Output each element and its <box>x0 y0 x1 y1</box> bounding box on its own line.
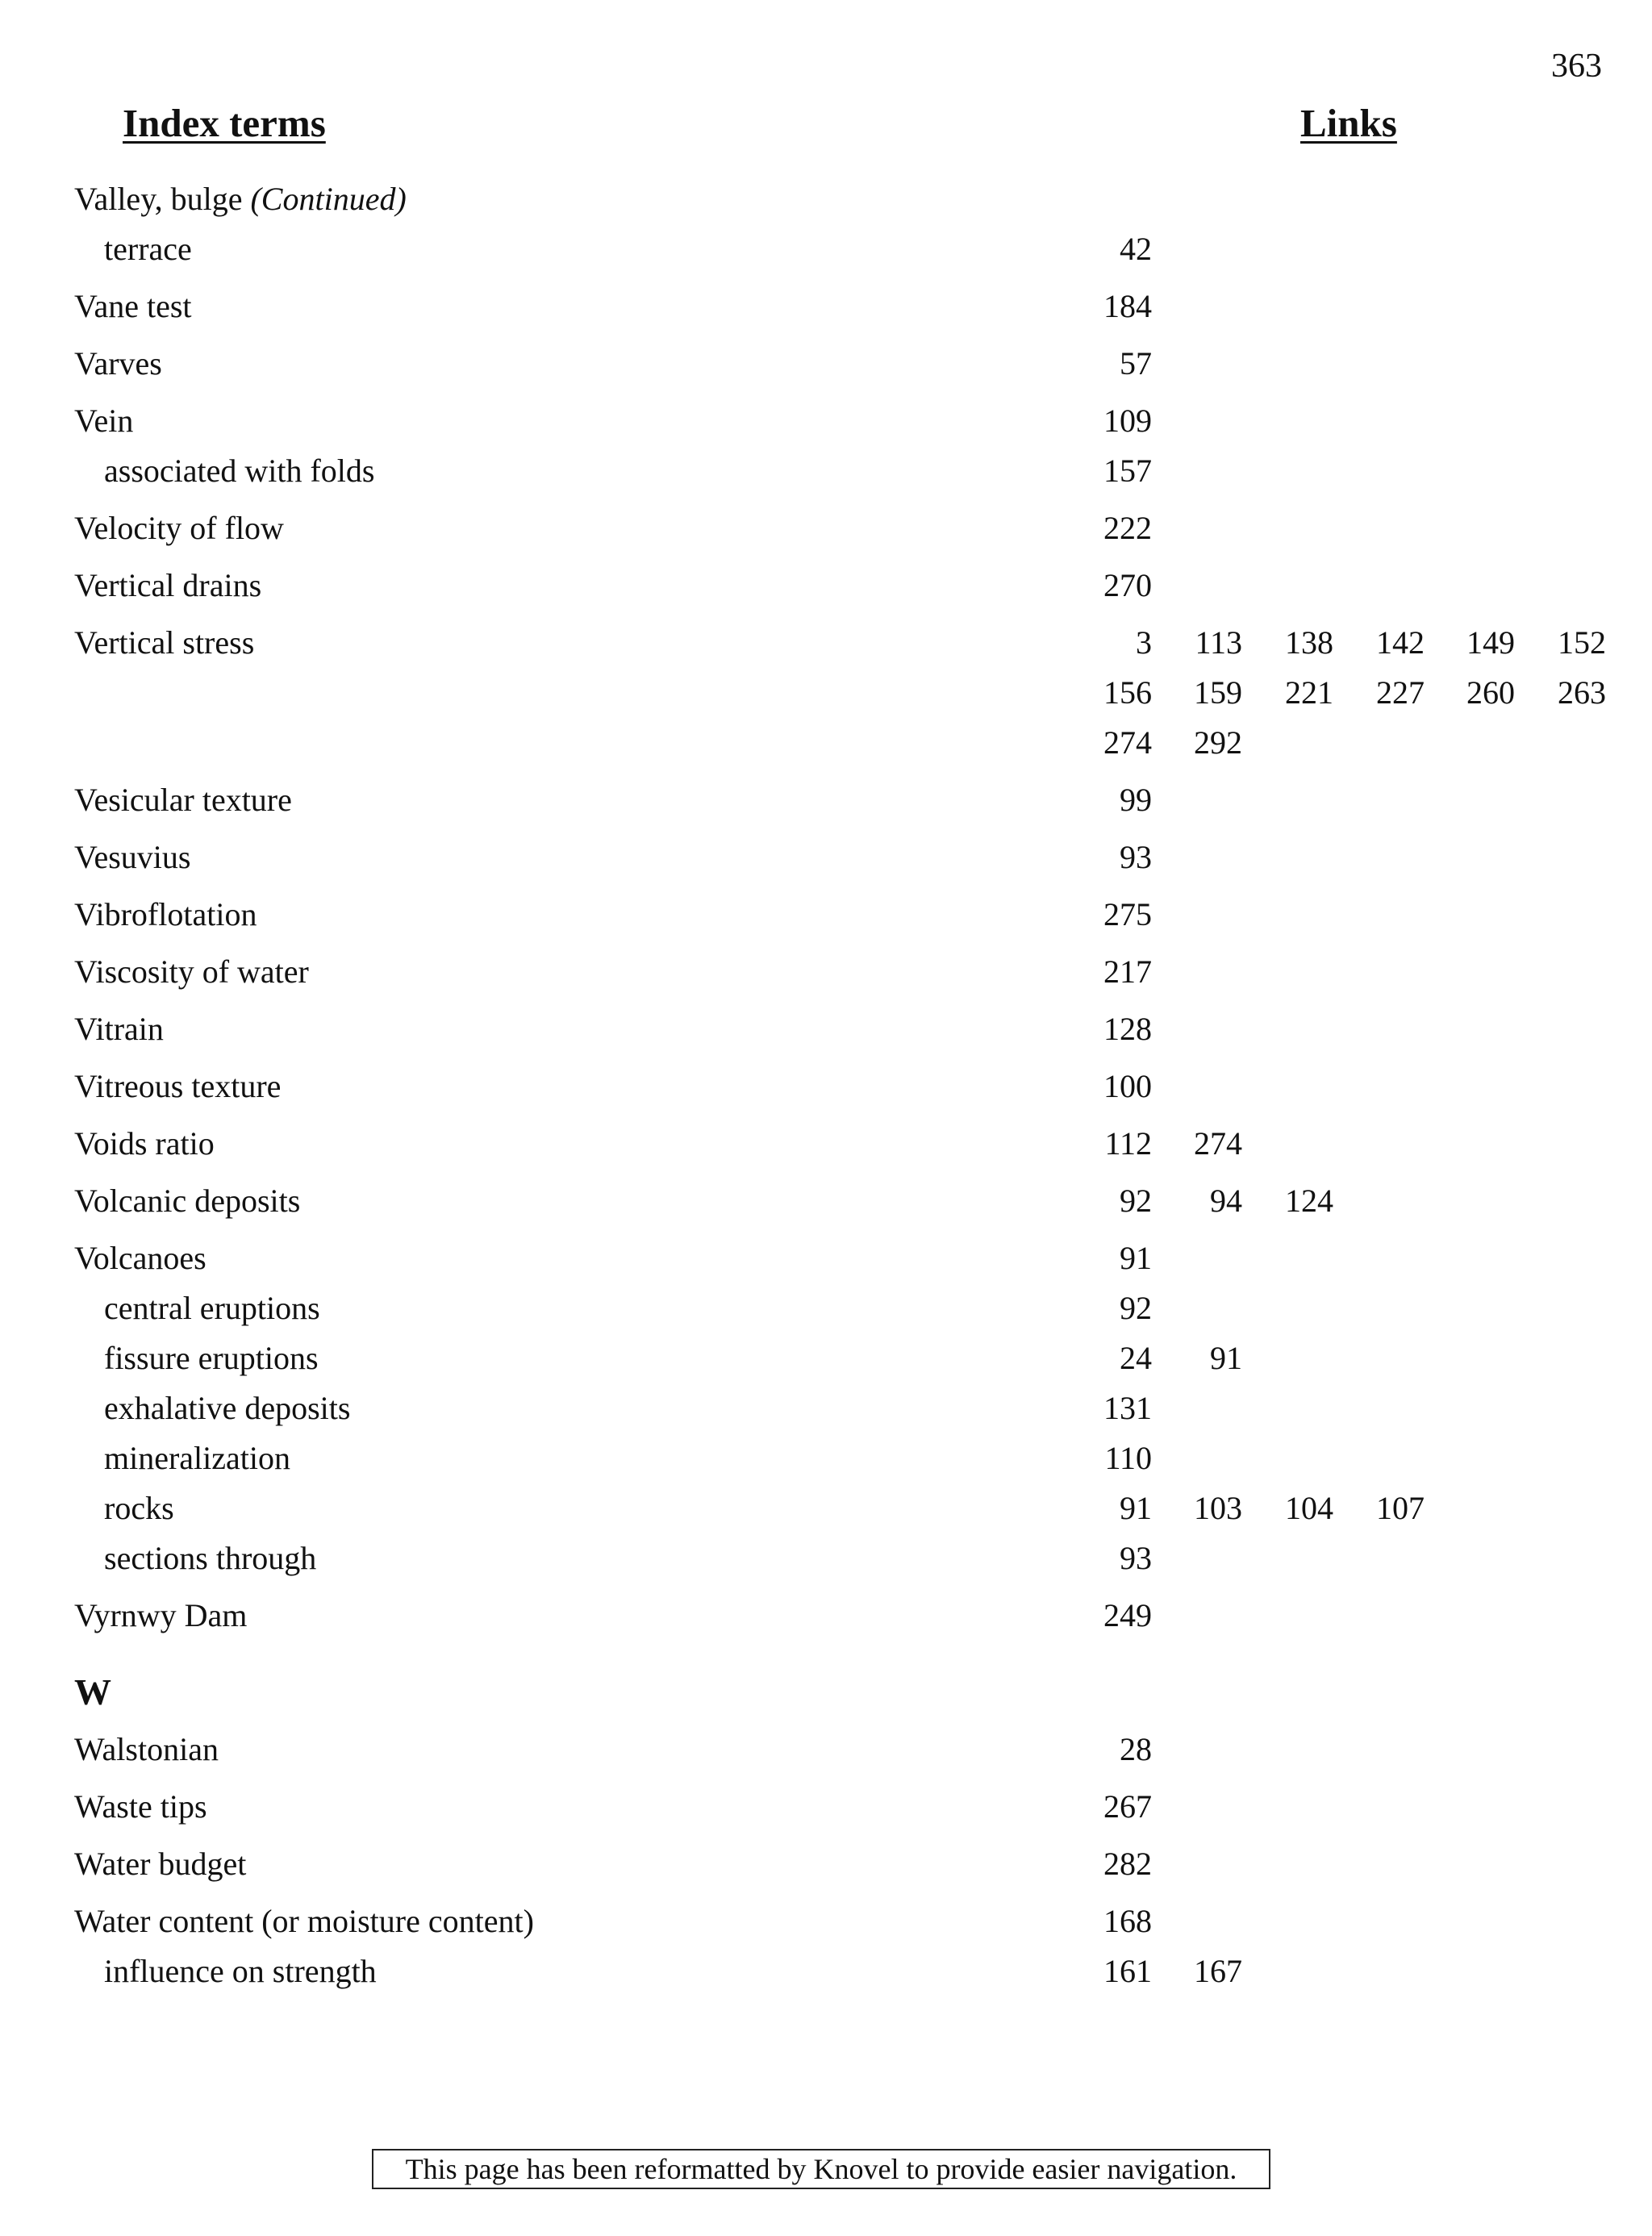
page-link[interactable]: 138 <box>1285 624 1333 661</box>
index-term-text: sections through <box>104 1540 317 1576</box>
index-entry <box>0 947 1652 997</box>
page-link[interactable]: 275 <box>1103 896 1152 932</box>
page-link[interactable]: 112 <box>1104 1125 1152 1162</box>
index-term-text: fissure eruptions <box>104 1340 319 1376</box>
page-link[interactable]: 110 <box>1104 1440 1152 1476</box>
page-link[interactable]: 131 <box>1103 1390 1152 1426</box>
page-link[interactable]: 270 <box>1103 567 1152 603</box>
index-entry <box>0 890 1652 940</box>
index-term-text: Waste tips <box>74 1788 207 1825</box>
section-letter-heading: W <box>74 1671 111 1712</box>
index-term-text: Water budget <box>74 1846 247 1882</box>
page-link[interactable]: 282 <box>1103 1846 1152 1882</box>
index-entry <box>0 282 1652 332</box>
page-link[interactable]: 128 <box>1103 1011 1152 1047</box>
page-link[interactable]: 3 <box>1136 624 1152 661</box>
index-entry <box>0 618 1652 768</box>
index-term-text: rocks <box>104 1490 174 1526</box>
index-term-text: terrace <box>104 231 192 267</box>
index-entry <box>0 775 1652 825</box>
index-subentry <box>0 446 1652 496</box>
index-term-text: Vitrain <box>74 1011 164 1047</box>
page-link[interactable]: 263 <box>1558 674 1606 711</box>
index-entry <box>0 1782 1652 1832</box>
index-entry <box>0 1725 1652 1775</box>
page-link[interactable]: 168 <box>1103 1903 1152 1939</box>
index-term <box>74 174 407 224</box>
page-number: 363 <box>1551 48 1602 85</box>
page-link[interactable]: 142 <box>1376 624 1425 661</box>
index-term-text: Vyrnwy Dam <box>74 1597 248 1633</box>
index-subentry <box>0 1483 1652 1533</box>
page-link[interactable]: 260 <box>1466 674 1515 711</box>
index-term-text: central eruptions <box>104 1290 320 1326</box>
page-link[interactable]: 217 <box>1103 953 1152 990</box>
page-link[interactable]: 227 <box>1376 674 1425 711</box>
index-subentry <box>0 1533 1652 1583</box>
index-term-text: Volcanoes <box>74 1240 206 1276</box>
page-link[interactable]: 221 <box>1285 674 1333 711</box>
index-term-text: Vertical stress <box>74 624 255 661</box>
page-link[interactable]: 274 <box>1194 1125 1242 1162</box>
page-link[interactable]: 167 <box>1194 1953 1242 1989</box>
index-entry <box>0 1119 1652 1169</box>
index-term-text: exhalative deposits <box>104 1390 351 1426</box>
links-heading: Links <box>1300 101 1397 145</box>
knovel-reformat-notice: This page has been reformatted by Knovel to provide easier navigation. <box>372 2149 1270 2189</box>
page-link[interactable]: 159 <box>1194 674 1242 711</box>
index-term-text: Volcanic deposits <box>74 1183 301 1219</box>
index-entry <box>0 1062 1652 1112</box>
page-link[interactable]: 124 <box>1285 1183 1333 1219</box>
page-link[interactable]: 161 <box>1103 1953 1152 1989</box>
continued-marker: (Continued) <box>250 181 407 217</box>
page-link[interactable]: 100 <box>1103 1068 1152 1104</box>
page-link[interactable]: 42 <box>1120 231 1152 267</box>
index-term-text: Voids ratio <box>74 1125 215 1162</box>
index-term-text: associated with folds <box>104 453 375 489</box>
page-link[interactable]: 113 <box>1195 624 1242 661</box>
page-link[interactable]: 91 <box>1120 1240 1152 1276</box>
index-subentry <box>0 1333 1652 1383</box>
index-term-text: Vitreous texture <box>74 1068 282 1104</box>
page-link[interactable]: 93 <box>1120 839 1152 875</box>
page-link[interactable]: 109 <box>1103 403 1152 439</box>
index-entry <box>0 1176 1652 1226</box>
index-entry <box>0 503 1652 553</box>
page-link[interactable]: 267 <box>1103 1788 1152 1825</box>
index-subentry <box>0 1383 1652 1433</box>
page-link[interactable]: 94 <box>1210 1183 1242 1219</box>
page-link[interactable]: 99 <box>1120 782 1152 818</box>
index-term-text: mineralization <box>104 1440 291 1476</box>
index-entry <box>0 396 1652 446</box>
page-link[interactable]: 91 <box>1120 1490 1152 1526</box>
index-entry <box>0 174 1652 224</box>
page-link[interactable]: 104 <box>1285 1490 1333 1526</box>
index-term-text: Vesicular texture <box>74 782 292 818</box>
index-subentry <box>0 1433 1652 1483</box>
index-term-text: Viscosity of water <box>74 953 309 990</box>
index-term-text: Water content (or moisture content) <box>74 1903 534 1939</box>
page-link[interactable]: 149 <box>1466 624 1515 661</box>
index-entry <box>0 1233 1652 1283</box>
page-link[interactable]: 92 <box>1120 1183 1152 1219</box>
page-link[interactable]: 184 <box>1103 288 1152 324</box>
index-entry <box>0 832 1652 882</box>
page-link[interactable]: 93 <box>1120 1540 1152 1576</box>
index-entry <box>0 1896 1652 1946</box>
index-subentry <box>0 1283 1652 1333</box>
index-term-text: Vane test <box>74 288 192 324</box>
index-subentry <box>0 224 1652 274</box>
page-link[interactable]: 92 <box>1120 1290 1152 1326</box>
page-link[interactable]: 107 <box>1376 1490 1425 1526</box>
index-term-text: Velocity of flow <box>74 510 284 546</box>
index-term-text: Vesuvius <box>74 839 191 875</box>
page-link[interactable]: 57 <box>1120 345 1152 382</box>
page-link[interactable]: 91 <box>1210 1340 1242 1376</box>
index-entry <box>0 1004 1652 1054</box>
page-link[interactable]: 24 <box>1120 1340 1152 1376</box>
index-entry <box>0 1591 1652 1641</box>
page-link[interactable]: 157 <box>1103 453 1152 489</box>
index-term-text: Vein <box>74 403 134 439</box>
index-term-text: Vertical drains <box>74 567 262 603</box>
index-subentry <box>0 1946 1652 1996</box>
page-link[interactable]: 103 <box>1194 1490 1242 1526</box>
index-term-text: Valley, bulge <box>74 181 243 217</box>
page-link[interactable]: 152 <box>1558 624 1606 661</box>
index-entries-list <box>0 174 1652 1996</box>
page-link[interactable]: 292 <box>1194 724 1242 761</box>
index-term-text: Walstonian <box>74 1731 219 1767</box>
page-link[interactable]: 156 <box>1103 674 1152 711</box>
index-term-text: Vibroflotation <box>74 896 257 932</box>
index-term-text: Varves <box>74 345 162 382</box>
page-link[interactable]: 249 <box>1103 1597 1152 1633</box>
index-entry <box>0 561 1652 611</box>
index-terms-heading: Index terms <box>123 101 326 145</box>
page-link[interactable]: 222 <box>1103 510 1152 546</box>
page-link[interactable]: 274 <box>1103 724 1152 761</box>
page-link[interactable]: 28 <box>1120 1731 1152 1767</box>
index-term-text: influence on strength <box>104 1953 377 1989</box>
index-entry <box>0 1839 1652 1889</box>
index-entry <box>0 339 1652 389</box>
